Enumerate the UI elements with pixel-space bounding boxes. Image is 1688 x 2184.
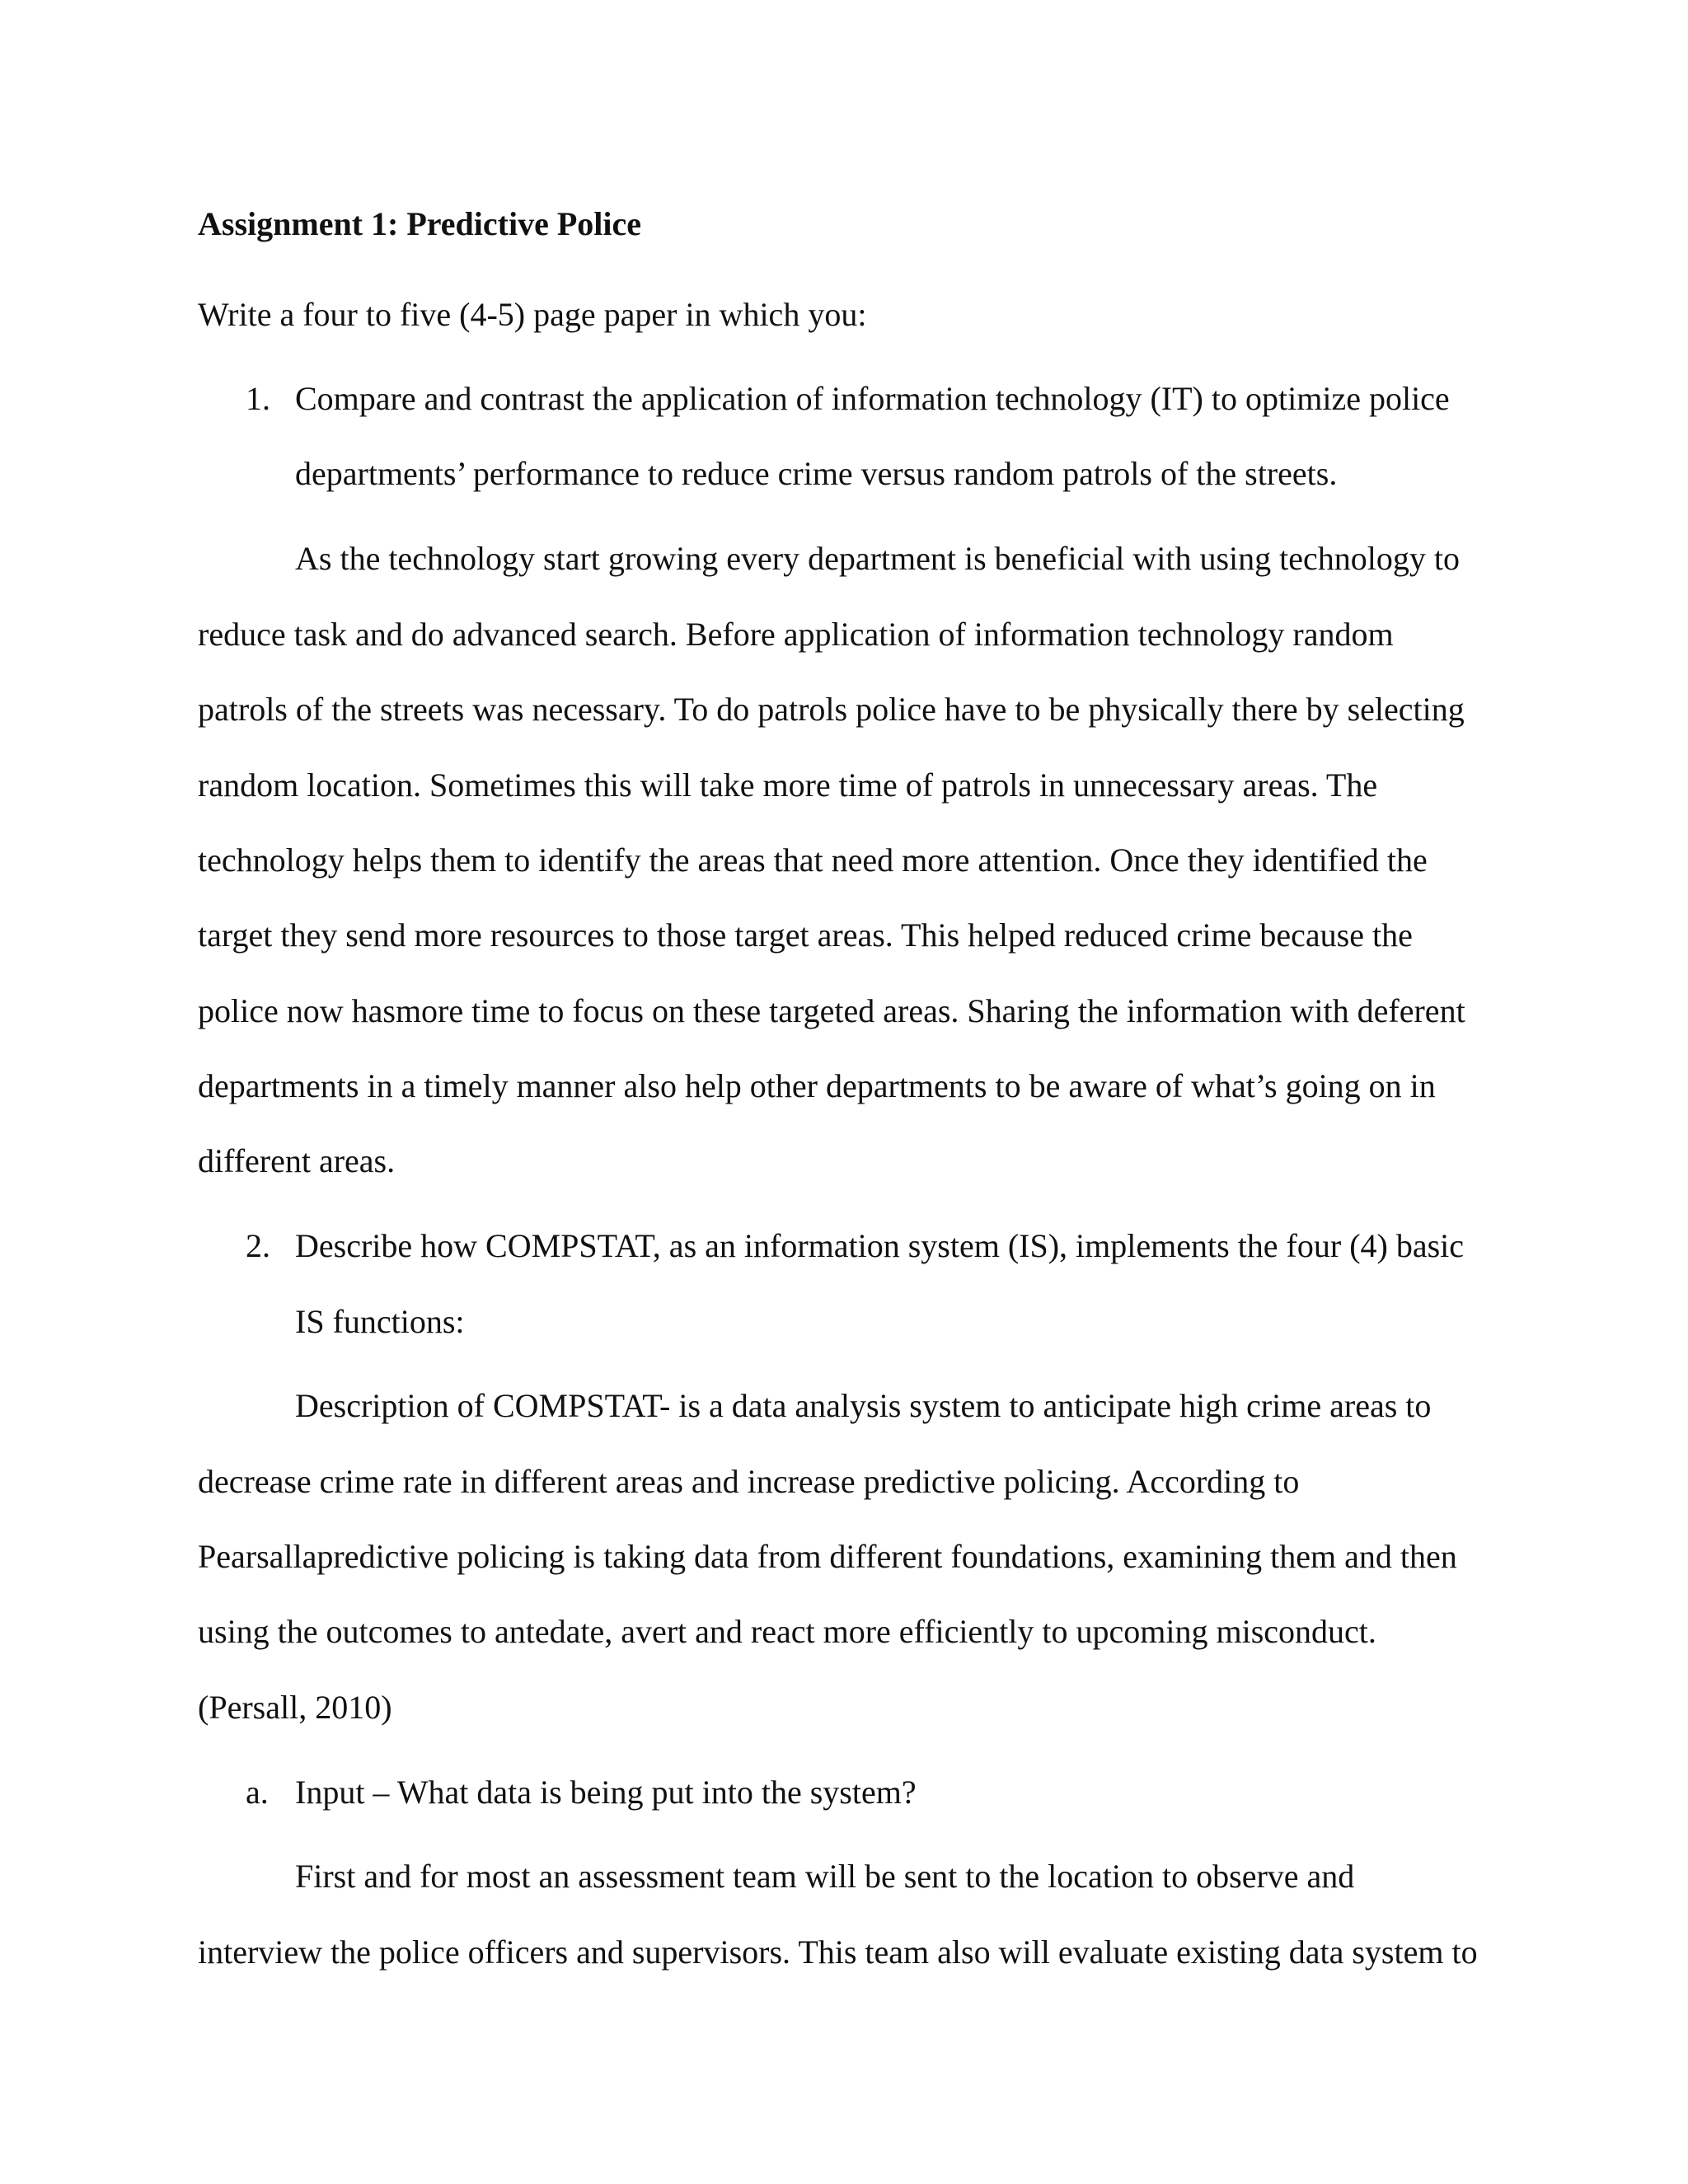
para2-line: using the outcomes to antedate, avert and react more efficiently to upcoming misconduct.	[198, 1613, 1376, 1650]
list-marker-1: 1.	[246, 380, 270, 417]
para1-line: random location. Sometimes this will take more time of patrols in unnecessary areas. The	[198, 766, 1378, 804]
para1-line: different areas.	[198, 1142, 396, 1179]
document-title: Assignment 1: Predictive Police	[198, 205, 642, 242]
para1-line: reduce task and do advanced search. Before application of information technology random	[198, 616, 1394, 653]
para1-line: departments in a timely manner also help other departments to be aware of what’s going on in	[198, 1067, 1436, 1104]
item2-line: IS functions:	[295, 1303, 465, 1340]
para1-line: police now hasmore time to focus on these targeted areas. Sharing the information with deferent	[198, 992, 1465, 1029]
para3-line: First and for most an assessment team will be sent to the location to observe and	[295, 1858, 1355, 1895]
para1-line: target they send more resources to those target areas. This helped reduced crime because the	[198, 916, 1413, 954]
para2-line: decrease crime rate in different areas and increase predictive policing. According to	[198, 1463, 1300, 1500]
para3-line: interview the police officers and supervisors. This team also will evaluate existing data system to	[198, 1933, 1478, 1971]
list-marker-2: 2.	[246, 1227, 270, 1264]
para1-line: patrols of the streets was necessary. To do patrols police have to be physically there by selecting	[198, 691, 1465, 728]
para1-line: technology helps them to identify the areas that need more attention. Once they identified the	[198, 841, 1428, 879]
para2-line: (Persall, 2010)	[198, 1689, 392, 1726]
item1-line: Compare and contrast the application of information technology (IT) to optimize police	[295, 380, 1450, 417]
intro-text: Write a four to five (4-5) page paper in which you:	[198, 296, 867, 333]
para1-line: As the technology start growing every department is beneficial with using technology to	[295, 540, 1460, 577]
item2-line: Describe how COMPSTAT, as an information system (IS), implements the four (4) basic	[295, 1227, 1465, 1264]
itemA-line: Input – What data is being put into the system?	[295, 1774, 917, 1811]
para2-line: Description of COMPSTAT- is a data analysis system to anticipate high crime areas to	[295, 1387, 1432, 1424]
para2-line: Pearsallapredictive policing is taking data from different foundations, examining them and then	[198, 1538, 1457, 1575]
list-marker-a: a.	[246, 1774, 269, 1811]
item1-line: departments’ performance to reduce crime versus random patrols of the streets.	[295, 455, 1338, 492]
